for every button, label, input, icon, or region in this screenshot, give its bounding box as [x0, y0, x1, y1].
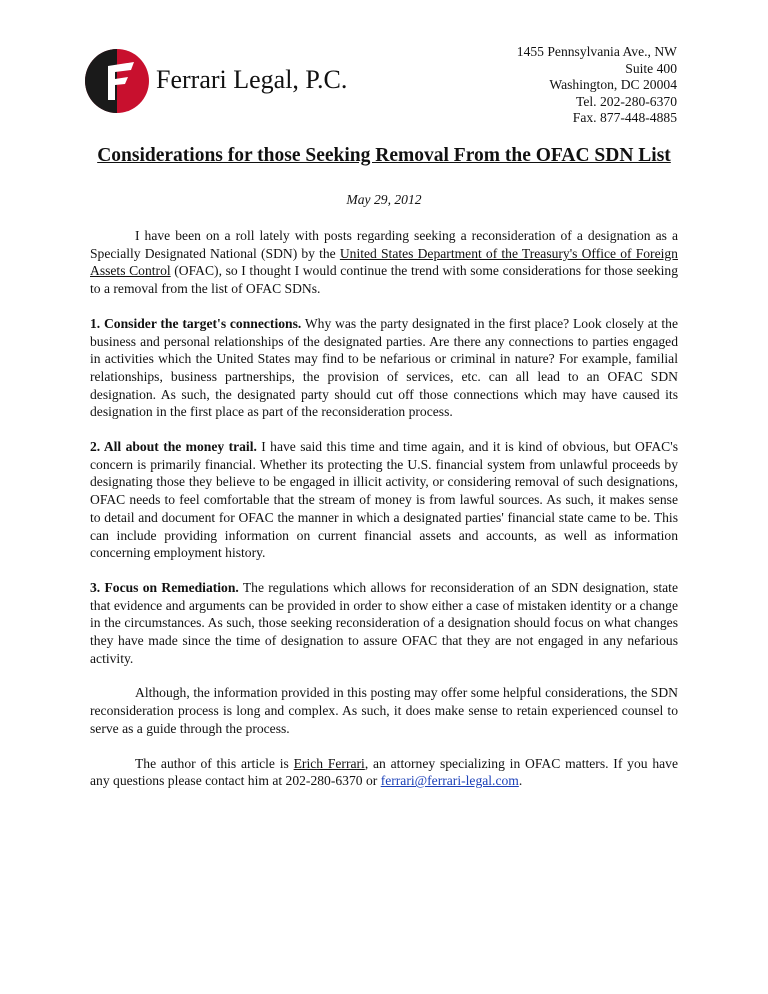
author-text-end: . [518, 773, 523, 789]
closing-paragraph: Although, the information provided in this posting may offer some helpful considerations, the SDN reconsideration process is long and complex. As such, it does make sense to retain experienced counsel to serve as a guide through the process. [90, 685, 678, 736]
address-line: 1455 Pennsylvania Ave., NW [516, 44, 677, 59]
ferrari-legal-logo-icon [84, 48, 150, 114]
company-logo [84, 48, 374, 144]
author-text-middle: , an attorney specializing in OFAC matters. If you have any questions please contact him at 202-280-6370 or [90, 755, 678, 789]
fax-line: Fax. 877-448-4885 [572, 110, 677, 126]
company-name: Ferrari Legal, P.C. [156, 65, 348, 94]
address-line: Suite 400 [625, 60, 677, 76]
section-text: Why was the party designated in the first place? Look closely at the business and personal relationships of the designated parties. Are there any connections to parties engaged in activities which the United States may find to be nefarious or criminal in nature? For example, familial relationships, business partnerships, the provision of services, etc. can all lead to an OFAC SDN designation. As such, the designated party should cut off those connections which may have caused its designation in the first place as part of the reconsideration process. [90, 315, 678, 420]
section-paragraph [90, 438, 678, 562]
intro-text: I have been on a roll lately with posts regarding seeking a reconsideration of a designation as a Specially Designated National (SDN) by the [90, 228, 678, 261]
article-date: May 29, 2012 [346, 192, 422, 207]
author-text: The author of this article is [135, 755, 294, 771]
intro-paragraph [90, 227, 678, 298]
article-body [90, 227, 678, 807]
ofac-link[interactable]: United States Department of the Treasury's Office of Foreign Assets Control [90, 245, 678, 279]
email-link[interactable]: ferrari@ferrari-legal.com [380, 773, 519, 789]
section-heading: 3. Focus on Remediation. [90, 579, 239, 595]
author-paragraph [90, 755, 678, 790]
author-name-link[interactable]: Erich Ferrari [293, 755, 365, 771]
section-heading: 2. All about the money trail. [90, 439, 257, 455]
section-paragraph [90, 579, 678, 668]
article-title: Considerations for those Seeking Removal From the OFAC SDN List [97, 145, 671, 166]
section-heading: 1. Consider the target's connections. [90, 315, 302, 331]
section-text: I have said this time and time again, and it is kind of obvious, but OFAC's concern is primarily financial. Whether its protecting the U.S. financial system from unlawful proceeds by designating those they believe to be engaged in illicit activity, or considering removal of such designations, OFAC needs to feel comfortable that the stream of money is from lawful sources. As such, it makes sense to detail and document for OFAC the manner in which a designated parties' financial state came to be. This can include providing information on current financial assets and accounts, as well as information concerning employment history. [90, 439, 678, 561]
letterhead-address [517, 44, 677, 127]
address-line: Washington, DC 20004 [549, 77, 677, 93]
phone-line: Tel. 202-280-6370 [576, 93, 677, 109]
intro-text-end: (OFAC), so I thought I would continue the trend with some considerations for those seeking to a removal from the list of OFAC SDNs. [90, 263, 678, 297]
section-text: The regulations which allows for reconsideration of an SDN designation, state that evidence and arguments can be provided in order to show either a case of mistaken identity or a change in the circumstances. As such, those seeking reconsideration of a designation should focus on what changes they have made since the time of designation to assure OFAC that they are not engaged in any nefarious activity. [90, 579, 678, 666]
section-paragraph [90, 315, 678, 421]
